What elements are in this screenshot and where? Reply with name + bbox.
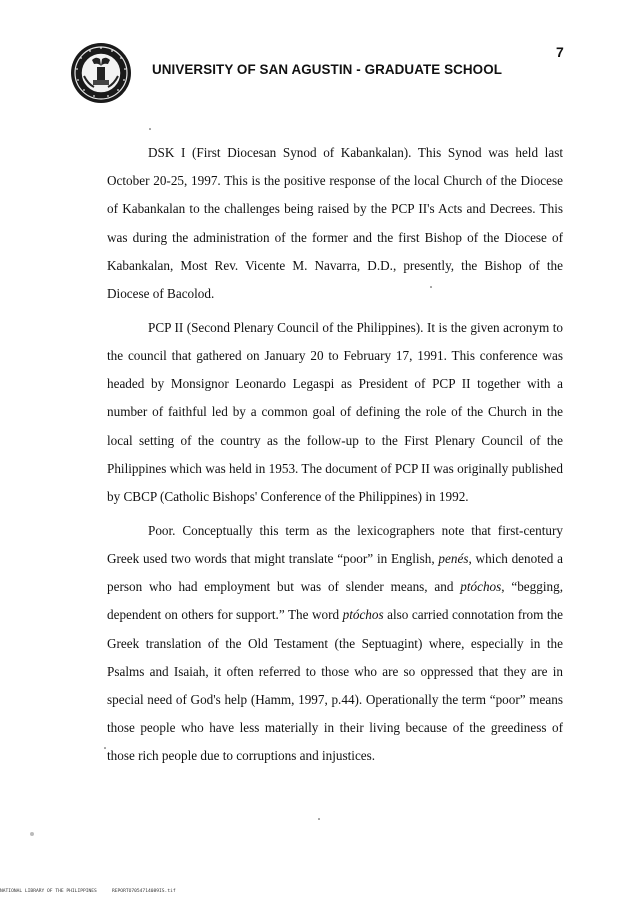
paragraph-dsk: DSK I (First Diocesan Synod of Kabankalan). This Synod was held last October 20-25, 1997. This is the positive response of the local Church of the Diocese of Kabankalan to the challenges being raised by the PCP II's Acts and Decrees. This was during the administration of the former and the first Bishop of the Diocese of Kabankalan, Most Rev. Vicente M. Navarra, D.D., presently, the Bishop of the Diocese of Bacolod. [107,145,563,302]
scan-speck [104,747,106,749]
poor-text-2: , which denoted a person who had employment but was of slender means, and [107,551,563,595]
paragraph-poor [107,517,563,771]
term-ptochos: ptóchos [460,579,502,595]
poor-text-1: Poor. Conceptually this term as the lexicographers note that first-century Greek used two words that might translate “poor” in English, [107,522,563,567]
document-body [107,139,563,776]
scan-speck [318,818,320,820]
page-number: 7 [556,44,564,60]
poor-text-3: , “begging, dependent on others for support.” The word [107,579,563,623]
footer-filename: REPORTO7054714089IS.tif [112,889,176,894]
term-ptochos-2: ptóchos [342,607,384,623]
term-penes: penés [438,551,469,567]
footer-library: NATIONAL LIBRARY OF THE PHILIPPINES [0,889,97,894]
university-seal-icon [70,42,132,104]
institution-title: UNIVERSITY OF SAN AGUSTIN - GRADUATE SCHOOL [152,62,502,77]
scan-speck [30,832,34,836]
poor-text-4: also carried connotation from the Greek translation of the Old Testament (the Septuagint) where, especially in the Psalms and Isaiah, it often referred to those who are so oppressed that they are in special need of God's help (Hamm, 1997, p.44). Operationally the term “poor” means those people who have less materially in their living because of the greediness of those rich people due to corruptions and injustices. [107,607,563,764]
paragraph-pcp: PCP II (Second Plenary Council of the Philippines). It is the given acronym to the council that gathered on January 20 to February 17, 1991. This conference was headed by Monsignor Leonardo Legaspi as President of PCP II together with a number of faithful led by a common goal of defining the role of the Church in the local setting of the country as the follow-up to the First Plenary Council of the Philippines which was held in 1953. The document of PCP II was originally published by CBCP (Catholic Bishops' Conference of the Philippines) in 1992. [107,319,563,505]
scan-speck [149,128,151,130]
scan-speck [430,286,432,288]
